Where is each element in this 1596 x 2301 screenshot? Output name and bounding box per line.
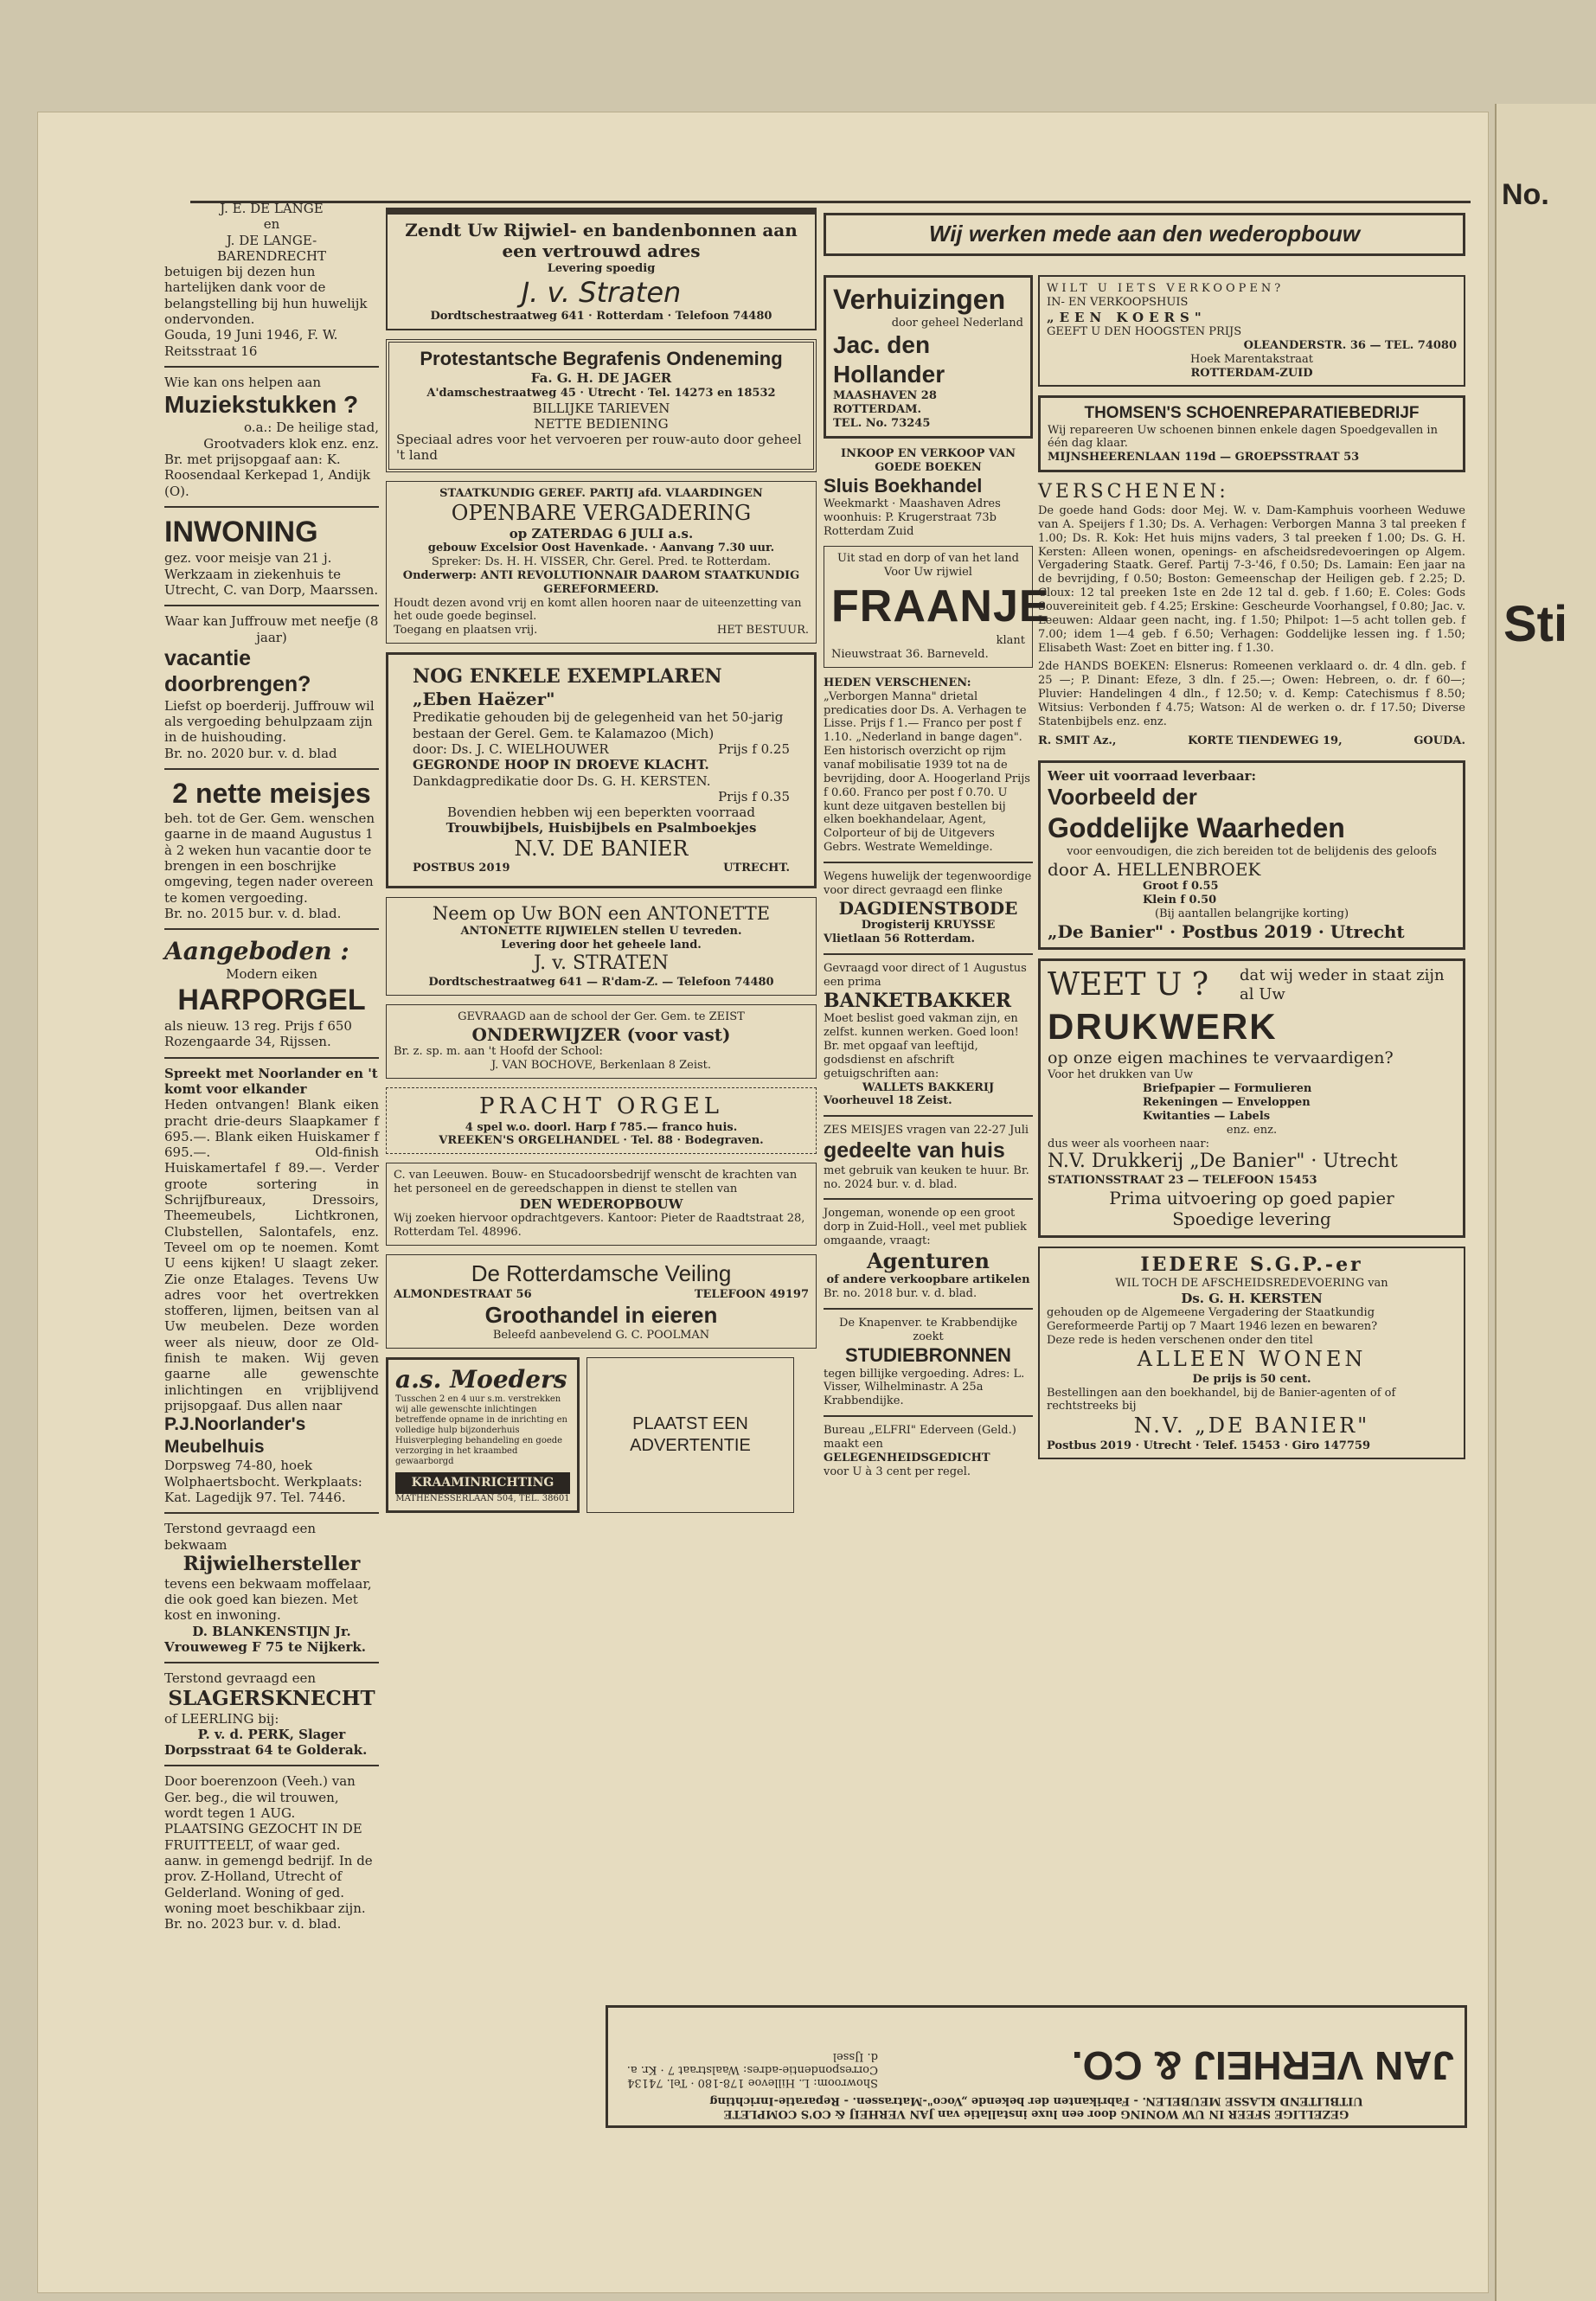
knap-text: De Knapenver. te Krabbendijke zoekt [838,1316,1018,1343]
studie-title: STUDIEBRONNEN [845,1343,1011,1366]
hands-text: 2de HANDS BOEKEN: Elsnerus: Romeenen verklaard o. dr. 4 dln. geb. f 25 —; P. Dinant: Efeze, 3 dln. f 25.—; Owen: Hebreen, o. dr. f 60—; Pluvier: Handelingen 4 dln., f 12.50; v. d. Kemp: Catechismus f 8.50; Witsius: Verbonden f 4.75; Watson: Al de werken o. dr. f 17.50; Diverse Statenbijbels enz. enz. [1038,660,1465,728]
begr-text: Speciaal adres voor het vervoeren per rouw-auto door geheel 't land [396,432,802,464]
voorbeeld-by: door A. HELLENBROEK [1048,858,1261,880]
sgp-text4: Bestellingen aan den boekhandel, bij de Banier-agenten of of rechtstreeks bij [1047,1386,1396,1413]
verhuizingen-title: Verhuizingen [833,284,1006,315]
begr-firm: Fa. G. H. DE JAGER [530,370,672,387]
druk-voor: Voor het drukken van Uw [1048,1068,1194,1082]
harporgel-title: HARPORGEL [177,983,366,1016]
sgp-titel: ALLEEN WONEN [1137,1347,1367,1372]
verg-speaker: Spreker: Ds. H. H. VISSER, Chr. Gerel. Pred. te Rotterdam. [431,554,772,568]
bouw-title: DEN WEDEROPBOUW [519,1196,683,1212]
geeft-text: GEEFT U DEN HOOGSTEN PRIJS [1047,325,1242,339]
sgp-text3: Deze rede is heden verschenen onder den titel [1047,1333,1313,1347]
divider [164,506,379,508]
divider [164,1512,379,1514]
studie-text: tegen billijke vergoeding. Adres: L. Visser, Wilhelminastr. A 25a Krabbendijke. [824,1367,1025,1408]
adjacent-page-edge [1495,104,1596,2301]
muziek-title: Muziekstukken ? [164,391,359,419]
banket-addr: Voorheuvel 18 Zeist. [824,1094,952,1108]
wederopbouw-banner [824,213,1465,256]
zes-text: ZES MEISJES vragen van 22-27 Juli [824,1124,1029,1138]
divider [824,953,1033,955]
name-line: BARENDRECHT [216,247,327,264]
antonette-ad [386,897,817,996]
banier-postbus: POSTBUS 2019 [413,862,510,875]
voorbeeld-text: voor eenvoudigen, die zich bereiden tot de belijdenis des geloofs [1067,844,1437,858]
divider [164,1765,379,1766]
eenkoers-name: „EEN KOERS" [1047,309,1207,325]
plaats-ad [586,1357,794,1512]
begrafenis-ad [386,339,817,472]
voorbeeld-title: Voorbeeld der [1048,783,1197,810]
name-line: J. E. DE LANGE [220,201,324,216]
sgp-text2: gehouden op de Algemeene Vergadering der Staatkundig Gereformeerde Partij op 7 Maart 1946 lezen en bewaren? [1047,1305,1378,1333]
banket-text: Moet beslist goed vakman zijn, en zelfst. kunnen werken. Goed loon! Br. met opgaaf van leeftijd, godsdienst en afschrift getuigschriften aan: [824,1012,1019,1080]
bouw-text: C. van Leeuwen. Bouw- en Stucadoorsbedrijf wenscht de krachten van het personeel en de gereedschappen in dienst te stellen van [394,1169,798,1196]
voorbeeld-klein: Klein f 0.50 [1143,893,1217,907]
straten-addr: Dordtschestraatweg 641 · Rotterdam · Telefoon 74480 [430,309,772,323]
eenkoers-hoek: Hoek Marentakstraat [1190,352,1313,366]
aangeboden-title: Aangeboden : [164,937,349,966]
banier-book1-by: door: Ds. J. C. WIELHOUWER [413,740,609,757]
druk-machines: op onze eigen machines te vervaardigen? [1048,1048,1394,1068]
divider [824,1198,1033,1200]
zeist-addr: J. VAN BOCHOVE, Berkenlaan 8 Zeist. [490,1058,712,1072]
banier-footer [413,862,790,875]
name-line: en [263,216,280,233]
antonette-sub: ANTONETTE RIJWIELEN stellen U tevreden. [460,925,742,939]
banier-book1-text: Predikatie gehouden bij de gelegenheid van het 50-jarig bestaan der Gerel. Gem. te Kalamazoo (Mich) [413,709,784,741]
banier-book2: GEGRONDE HOOP IN DROEVE KLACHT. [413,757,709,773]
eenkoers-addr: OLEANDERSTR. 36 — TEL. 74080 [1243,338,1457,352]
druk-enz: enz. enz. [1226,1123,1278,1137]
moeders-name: KRAAMINRICHTING [395,1472,570,1494]
smit-addr: KORTE TIENDEWEG 19, [1188,734,1343,747]
voorbeeld-intro: Weer uit voorraad leverbaar: [1048,767,1257,784]
name-line: J. DE LANGE- [226,232,317,248]
fraanje-intro: Uit stad en dorp of van het land Voor Uw rijwiel [837,551,1019,579]
voorbeeld-title2: Goddelijke Waarheden [1048,811,1345,843]
verg-footer [394,624,809,638]
vacantie-intro: Waar kan Juffrouw met neefje (8 jaar) [164,613,379,645]
straten-sub: Levering spoedig [547,261,656,275]
hollander-title: Jac. den Hollander [833,330,945,388]
verg-party: STAATKUNDIG GEREF. PARTIJ afd. VLAARDINGEN [439,486,763,500]
sgp-addr: Postbus 2019 · Utrecht · Telef. 15453 · Giro 147759 [1047,1439,1370,1452]
banier-book1-price: Prijs f 0.25 [718,740,790,757]
hollander-addr2: ROTTERDAM. [833,403,922,417]
druk-item: Rekeningen — Enveloppen [1143,1095,1311,1109]
lange-names [164,201,379,264]
smit-city: GOUDA. [1413,734,1465,747]
verheij-line2: UITBLITEND KLASSE MEUBELEN. - Fabrikanten der bekende „Voco"-Matrassen. - Reparatie-Inrichting [709,2094,1363,2107]
drogist-intro: Wegens huwelijk der tegenwoordige voor direct gevraagd een flinke [824,869,1032,897]
rijwiel-intro: Terstond gevraagd een bekwaam [164,1521,317,1553]
verg-text: Houdt dezen avond vrij en komt allen hooren naar de uiteenzetting van het oude goede beginsel. [394,596,802,624]
verh-sub: door geheel Nederland [891,317,1023,330]
heden-title: HEDEN VERSCHENEN: [824,676,971,689]
meisjes-text: beh. tot de Ger. Gem. wenschen gaarne in de maand Augustus 1 à 2 weken hun vacantie door te brengen in een boschrijke omgeving, tegen nader overeen te komen vergoeding. [164,811,375,906]
agent-contact: Br. no. 2018 bur. v. d. blad. [824,1287,977,1301]
column-4 [1038,275,1465,1468]
meisjes-title: 2 nette meisjes [172,778,371,810]
hollander-tel: TEL. No. 73245 [833,416,931,430]
inwoning-text: gez. voor meisje van 21 j. Werkzaam in ziekenhuis te Utrecht, C. van Dorp, Maarssen. [164,550,379,598]
muziek-contact: Br. met prijsopgaaf aan: K. Roosendaal Kerkepad 1, Andijk (O). [164,452,371,499]
smit-name: R. SMIT Az., [1038,734,1117,747]
antonette-addr: Dordtschestraatweg 641 — R'dam-Z. — Telefoon 74480 [428,976,774,990]
heden-text: „Verborgen Manna" drietal predicaties door Ds. A. Verhagen te Lisse. Prijs f 1.— Franco per post f 1.10. „Nederland in bange dagen". Een historisch overzicht op rijm vanaf mobilisatie 1939 tot na de bevrijding, door A. Hoogerland Prijs f 0.60. Franco per post f 0.70. U kunt deze uitgaven bestellen bij elken boekhandelaar, Agent, Colporteur of bij de Uitgevers Gebrs. Westrate Wemeldinge. [824,689,1030,855]
banier-ad [386,652,817,888]
moeders-addr: MATHENESSERLAAN 504, TEL. 38601 [395,1494,570,1504]
divider [164,1662,379,1663]
verheij-line1: GEZELLIGE SFEER IN UW WONING door een luxe installatie van JAN VERHEIJ & CO'S COMPLETE [723,2107,1349,2120]
drukwerk-ad [1038,958,1465,1238]
straten-head: Zendt Uw Rijwiel- en bandenbonnen aan een vertrouwd adres [405,220,798,262]
fraanje-klant: klant [996,634,1025,648]
lange-text: betuigen bij dezen hun hartelijken dank voor de belangstelling bij hun huwelijk ondervonden. [164,264,368,328]
boeren-contact: Br. no. 2023 bur. v. d. blad. [164,1916,342,1932]
verg-title: OPENBARE VERGADERING [451,500,752,525]
top-rule [190,201,1471,203]
verg-toegang: Toegang en plaatsen vrij. [394,624,538,638]
veiling-addr-row [394,1288,809,1302]
divider [164,928,379,930]
muziek-intro: Wie kan ons helpen aan [164,374,322,390]
drogist-addr: Vlietlaan 56 Rotterdam. [824,932,976,945]
begr-price: BILLIJKE TARIEVEN [532,400,670,416]
weet-row [1048,966,1456,1004]
zeist-title: ONDERWIJZER (voor vast) [471,1023,731,1045]
elfri-price: voor U à 3 cent per regel. [824,1465,971,1478]
noorlander-head: Spreekt met Noorlander en 't komt voor elkander [164,1065,378,1097]
hollander-ad [824,275,1033,439]
thomsen-addr: MIJNSHEERENLAAN 119d — GROEPSSTRAAT 53 [1048,451,1360,465]
orgel-text: 4 spel w.o. doorl. Harp f 785.— franco huis. [465,1120,738,1134]
banier-bijbels: Trouwbijbels, Huisbijbels en Psalmboekjes [445,820,757,836]
verheij-show: Showroom: L. Hillevoe 178-180 · Tel. 74134 Correspondentie-adres: Waalstraat 7 · Kr. a. d. IJssel [626,2050,878,2089]
banier-book1-row [413,741,790,757]
fraanje-addr: Nieuwstraat 36. Barneveld. [831,647,989,661]
sgp-name: Ds. G. H. KERSTEN [1181,1290,1323,1306]
antonette-name: J. v. STRATEN [534,952,669,975]
zeist-head: GEVRAAGD aan de school der Ger. Gem. te ZEIST [458,1009,745,1023]
druk-name: N.V. Drukkerij „De Banier" · Utrecht [1048,1150,1398,1173]
verheij-body [619,2042,1454,2089]
elfri-text: Bureau „ELFRI" Ederveen (Geld.) maakt een [824,1424,1016,1451]
orgel-title: PRACHT ORGEL [479,1093,723,1119]
begr-title: Protestantsche Begrafenis Ondeneming [420,347,783,369]
divider [164,768,379,770]
antonette-head: Neem op Uw BON een ANTONETTE [432,902,771,924]
verschenen-text: De goede hand Gods: door Mej. W. v. Dam-Kamphuis voorheen Weduwe van A. Speijers f 1.30; Ds. A. Verhagen: Verborgen Manna 3 tal preeken f 1.00; Ds. R. Kok: Het huis mijns vaders, 3 tal preeken f 1.00; Ds. G. H. Kersten: Alleen wonen, openings- en afscheidsredevoeringen op Algem. Vergadering Staatk. Geref. Partij 7-3-'46, f 0.50; Ds. Lamain: Een jaar na de bevrijding, f 0.50; Boston: Gemeenschap der Heiligen geb. f 2.25; D. Cloux: 12 tal preeken 1ste en 2de 12 tal d. geb. f 1.60; E. Coles: Gods Souvereiniteit geb. f 4.25; Erskine: Gescheurde Voorhangsel, f 0.80; Jac. v. Leeuwen: Aldaar geen nacht, ing. f 1.50; Philpot: 1—5 acht tollen geb. f 7.00; idem 1—4 geb. f 6.50; Verhagen: Goddelijke lessen ing. f 1.50; Elisabeth Wast: Zoet en bitter ing. f 1.30. [1038,504,1465,655]
inwoning-title: INWONING [164,515,318,548]
druk-addr: STATIONSSTRAAT 23 — TELEFOON 15453 [1048,1174,1317,1188]
boeken-head: INKOOP EN VERKOOP VAN GOEDE BOEKEN [841,446,1016,474]
rijwiel-addr: Vrouweweg F 75 te Nijkerk. [164,1638,367,1655]
gedeelte-text: met gebruik van keuken te huur. Br. no. 2024 bur. v. d. blad. [824,1163,1029,1191]
vacantie-title: vacantie doorbrengen? [164,645,311,697]
sluis-text: Weekmarkt · Maashaven Adres woonhuis: P. Krugerstraat 73b Rotterdam Zuid [824,497,1001,539]
divider [164,1057,379,1059]
boeren-text: Door boerenzoon (Veeh.) van Ger. beg., die wil trouwen, wordt tegen 1 AUG. PLAATSING GEZOCHT IN DE FRUITTEELT, of waar ged. aanw. in gemengd bedrijf. In de prov. Z-Holland, Utrecht of Gelderland. Woning of ged. woning moet beschikbaar zijn. [164,1773,373,1916]
weet-title: WEET U ? [1048,966,1209,1003]
orgel-ad [386,1087,817,1154]
banket-intro: Gevraagd voor direct of 1 Augustus een prima [824,961,1027,989]
wilt-text: WILT U IETS VERKOOPEN? [1047,282,1285,295]
smit-row [1038,734,1465,748]
veiling-sub: Groothandel in eieren [484,1301,718,1328]
zeist-ad [386,1004,817,1079]
agent-sub: of andere verkoopbare artikelen [826,1273,1030,1287]
banier-book2-price: Prijs f 0.35 [718,788,790,804]
veiling-title: De Rotterdamsche Veiling [471,1260,732,1287]
noorlander-name: P.J.Noorlander's Meubelhuis [164,1414,306,1457]
banket-title: BANKETBAKKER [824,989,1011,1012]
lange-place: Gouda, 19 Juni 1946, F. W. Reitsstraat 16 [164,327,338,359]
divider [824,1308,1033,1310]
aangeboden-sub: Modern eiken [226,966,317,983]
voorbeeld-groot: Groot f 0.55 [1143,879,1219,893]
inverkoop-text: IN- EN VERKOOPSHUIS [1047,295,1189,309]
noorlander-text: Heden ontvangen! Blank eiken pracht drie-deurs Slaapkamer f 695.—. Blank eiken Huiskamer f 695.—. Old-finish Huiskamertafel f 89.—. Verder groote sortering in Schrijfbureaux, Dressoirs, Theemeubels, Lichtkronen, Clubstellen, Salontafels, enz. Teveel om op te noemen. Komt U eens kijken! U slaagt zeker. Zie onze Etalages. Tevens Uw adres voor het overtrekken stofferen, lijmen, beitsen van al Uw meubelen. Deze worden weer als nieuw, door ze Old-finish te maken. Wij geven gaarne alle gewenschte inlichtingen en vrijblijvend prijsopgaaf. Dus allen naar [164,1097,379,1413]
druk-naar: dus weer als voorheen naar: [1048,1137,1210,1150]
bottom-ads-row [386,1357,817,1521]
banier-book1: „Eben Haëzer" [413,688,555,709]
banier-name: N.V. DE BANIER [514,836,689,861]
divider [824,1415,1033,1417]
wederopbouw-title: Wij werken mede aan den wederopbouw [928,221,1361,247]
banier-title: NOG ENKELE EXEMPLAREN [413,665,722,689]
orgel-addr: VREEKEN'S ORGELHANDEL · Tel. 88 · Bodegraven. [439,1134,764,1148]
drukwerk-title: DRUKWERK [1048,1005,1278,1047]
sgp-ad [1038,1247,1465,1460]
sgp-text: WIL TOCH DE AFSCHEIDSREDEVOERING van [1115,1276,1388,1290]
druk-item: Kwitanties — Labels [1143,1109,1271,1123]
verheij-name: JAN VERHEIJ & CO. [1071,2043,1454,2088]
voorbeeld-banier: „De Banier" · Postbus 2019 · Utrecht [1048,920,1405,942]
thomsen-ad [1038,395,1465,472]
zeist-text: Br. z. sp. m. aan 't Hoofd der School: [394,1045,603,1059]
bouw-text2: Wij zoeken hiervoor opdrachtgevers. Kantoor: Pieter de Raadtstraat 28, Rotterdam Tel. 48996. [394,1212,805,1240]
divider [824,1115,1033,1117]
banier-city: UTRECHT. [723,862,790,875]
jong-text: Jongeman, wonende op een groot dorp in Zuid-Holl., veel met publiek omgaande, vraagt: [824,1207,1027,1248]
verg-date: op ZATERDAG 6 JULI a.s. [509,525,694,542]
veiling-tel: TELEFOON 49197 [694,1287,809,1301]
sgp-title: IEDERE S.G.P.-er [1140,1253,1363,1276]
fraanje-ad [824,546,1050,668]
sgp-price: De prijs is 50 cent. [1192,1372,1311,1386]
moeders-text: Tusschen 2 en 4 uur s.m. verstrekken wij alle gewenschte inlichtingen betreffende opname in de inrichting en volledige hulp bijzonderhuis Huisverpleging behandeling en goede verzorging in het kraambed gewaarborgd [395,1394,567,1467]
thomsen-text: Wij repareeren Uw schoenen binnen enkele dagen Spoedgevallen in één dag klaar. [1048,423,1438,451]
straten-name: J. v. Straten [521,275,682,309]
sluis-title: Sluis Boekhandel [824,474,983,497]
divider [164,605,379,606]
voorbeeld-ad [1038,760,1465,950]
drogist-name: Drogisterij KRUYSSE [861,919,996,933]
verheij-ad [606,2005,1467,2128]
adjacent-page-letters: Sti [1503,596,1568,652]
veiling-addr: ALMONDESTRAAT 56 [394,1287,532,1301]
eenkoers-city: ROTTERDAM-ZUID [1190,366,1313,380]
druk-spoed: Spoedige levering [1172,1208,1331,1230]
druk-item: Briefpapier — Formulieren [1143,1082,1312,1096]
slager-sub: of LEERLING bij: [164,1710,279,1727]
drogist-title: DAGDIENSTBODE [838,897,1018,919]
straten-ad [386,208,817,330]
noorlander-addr: Dorpsweg 74-80, hoek Wolphaertsbocht. Werkplaats: Kat. Lagedijk 97. Tel. 7446. [164,1458,362,1506]
adjacent-page-header: No. [1502,178,1549,211]
muziek-text: o.a.: De heilige stad, Grootvaders klok enz. enz. [203,420,379,452]
rijwiel-title: Rijwielhersteller [183,1552,361,1575]
hollander-addr1: MAASHAVEN 28 [833,389,937,403]
plaats-text: PLAATST EEN ADVERTENTIE [630,1414,751,1455]
meisjes-contact: Br. no. 2015 bur. v. d. blad. [164,905,342,921]
harporgel-text: als nieuw. 13 reg. Prijs f 650 Rozengaarde 34, Rijssen. [164,1018,352,1050]
column-2 [386,208,817,1522]
moeders-title: a.s. Moeders [395,1365,567,1394]
banket-name: WALLETS BAKKERIJ [862,1080,995,1094]
verschenen-title: VERSCHENEN: [1038,481,1229,503]
fraanje-title: FRAANJE [831,580,1050,631]
druk-prima: Prima uitvoering op goed papier [1109,1188,1394,1209]
begr-serv: NETTE BEDIENING [534,415,669,432]
vacantie-contact: Br. no. 2020 bur. v. d. blad [164,745,337,761]
weet-text: dat wij weder in staat zijn al Uw [1240,965,1445,1003]
bouw-ad [386,1163,817,1246]
verg-place: gebouw Excelsior Oost Havenkade. · Aanvang 7.30 uur. [427,542,775,555]
rijwiel-name: D. BLANKENSTIJN Jr. [192,1623,351,1639]
vacantie-text: Liefst op boerderij. Juffrouw wil als vergoeding behulpzaam zijn in de huishouding. [164,697,375,746]
column-1 [164,201,379,1932]
begr-addr: A'damschestraatweg 45 · Utrecht · Tel. 14273 en 18532 [426,386,776,400]
elfri-title: GELEGENHEIDSGEDICHT [824,1451,990,1465]
banier-more: Bovendien hebben wij een beperkten voorraad [447,804,755,821]
verg-bestuur: HET BESTUUR. [716,624,809,638]
slager-name: P. v. d. PERK, Slager [197,1726,346,1742]
divider [824,862,1033,863]
voorbeeld-korting: (Bij aantallen belangrijke korting) [1154,907,1349,920]
veiling-ad [386,1254,817,1349]
slager-intro: Terstond gevraagd een [164,1670,317,1687]
verg-subject: Onderwerp: ANTI REVOLUTIONNAIR DAAROM STAATKUNDIG GEREFORMEERD. [402,568,800,596]
moeders-ad [386,1357,580,1512]
sgp-banier: N.V. „DE BANIER" [1133,1413,1370,1439]
antonette-lev: Levering door het geheele land. [501,939,702,952]
agent-title: Agenturen [866,1248,990,1273]
slager-title: SLAGERSKNECHT [168,1686,375,1710]
veiling-sign: Beleefd aanbevelend G. C. POOLMAN [492,1329,710,1343]
thomsen-title: THOMSEN'S SCHOENREPARATIEBEDRIJF [1084,404,1420,423]
divider [164,366,379,368]
banier-book2-text: Dankdagpredikatie door Ds. G. H. KERSTEN. [413,772,711,789]
vergadering-ad [386,481,817,644]
rijwiel-text: tevens een bekwaam moffelaar, die ook goed kan biezen. Met kost en inwoning. [164,1575,372,1624]
gedeelte-title: gedeelte van huis [824,1138,1005,1163]
eenkoers-ad [1038,275,1465,387]
slager-addr: Dorpsstraat 64 te Golderak. [164,1742,368,1759]
